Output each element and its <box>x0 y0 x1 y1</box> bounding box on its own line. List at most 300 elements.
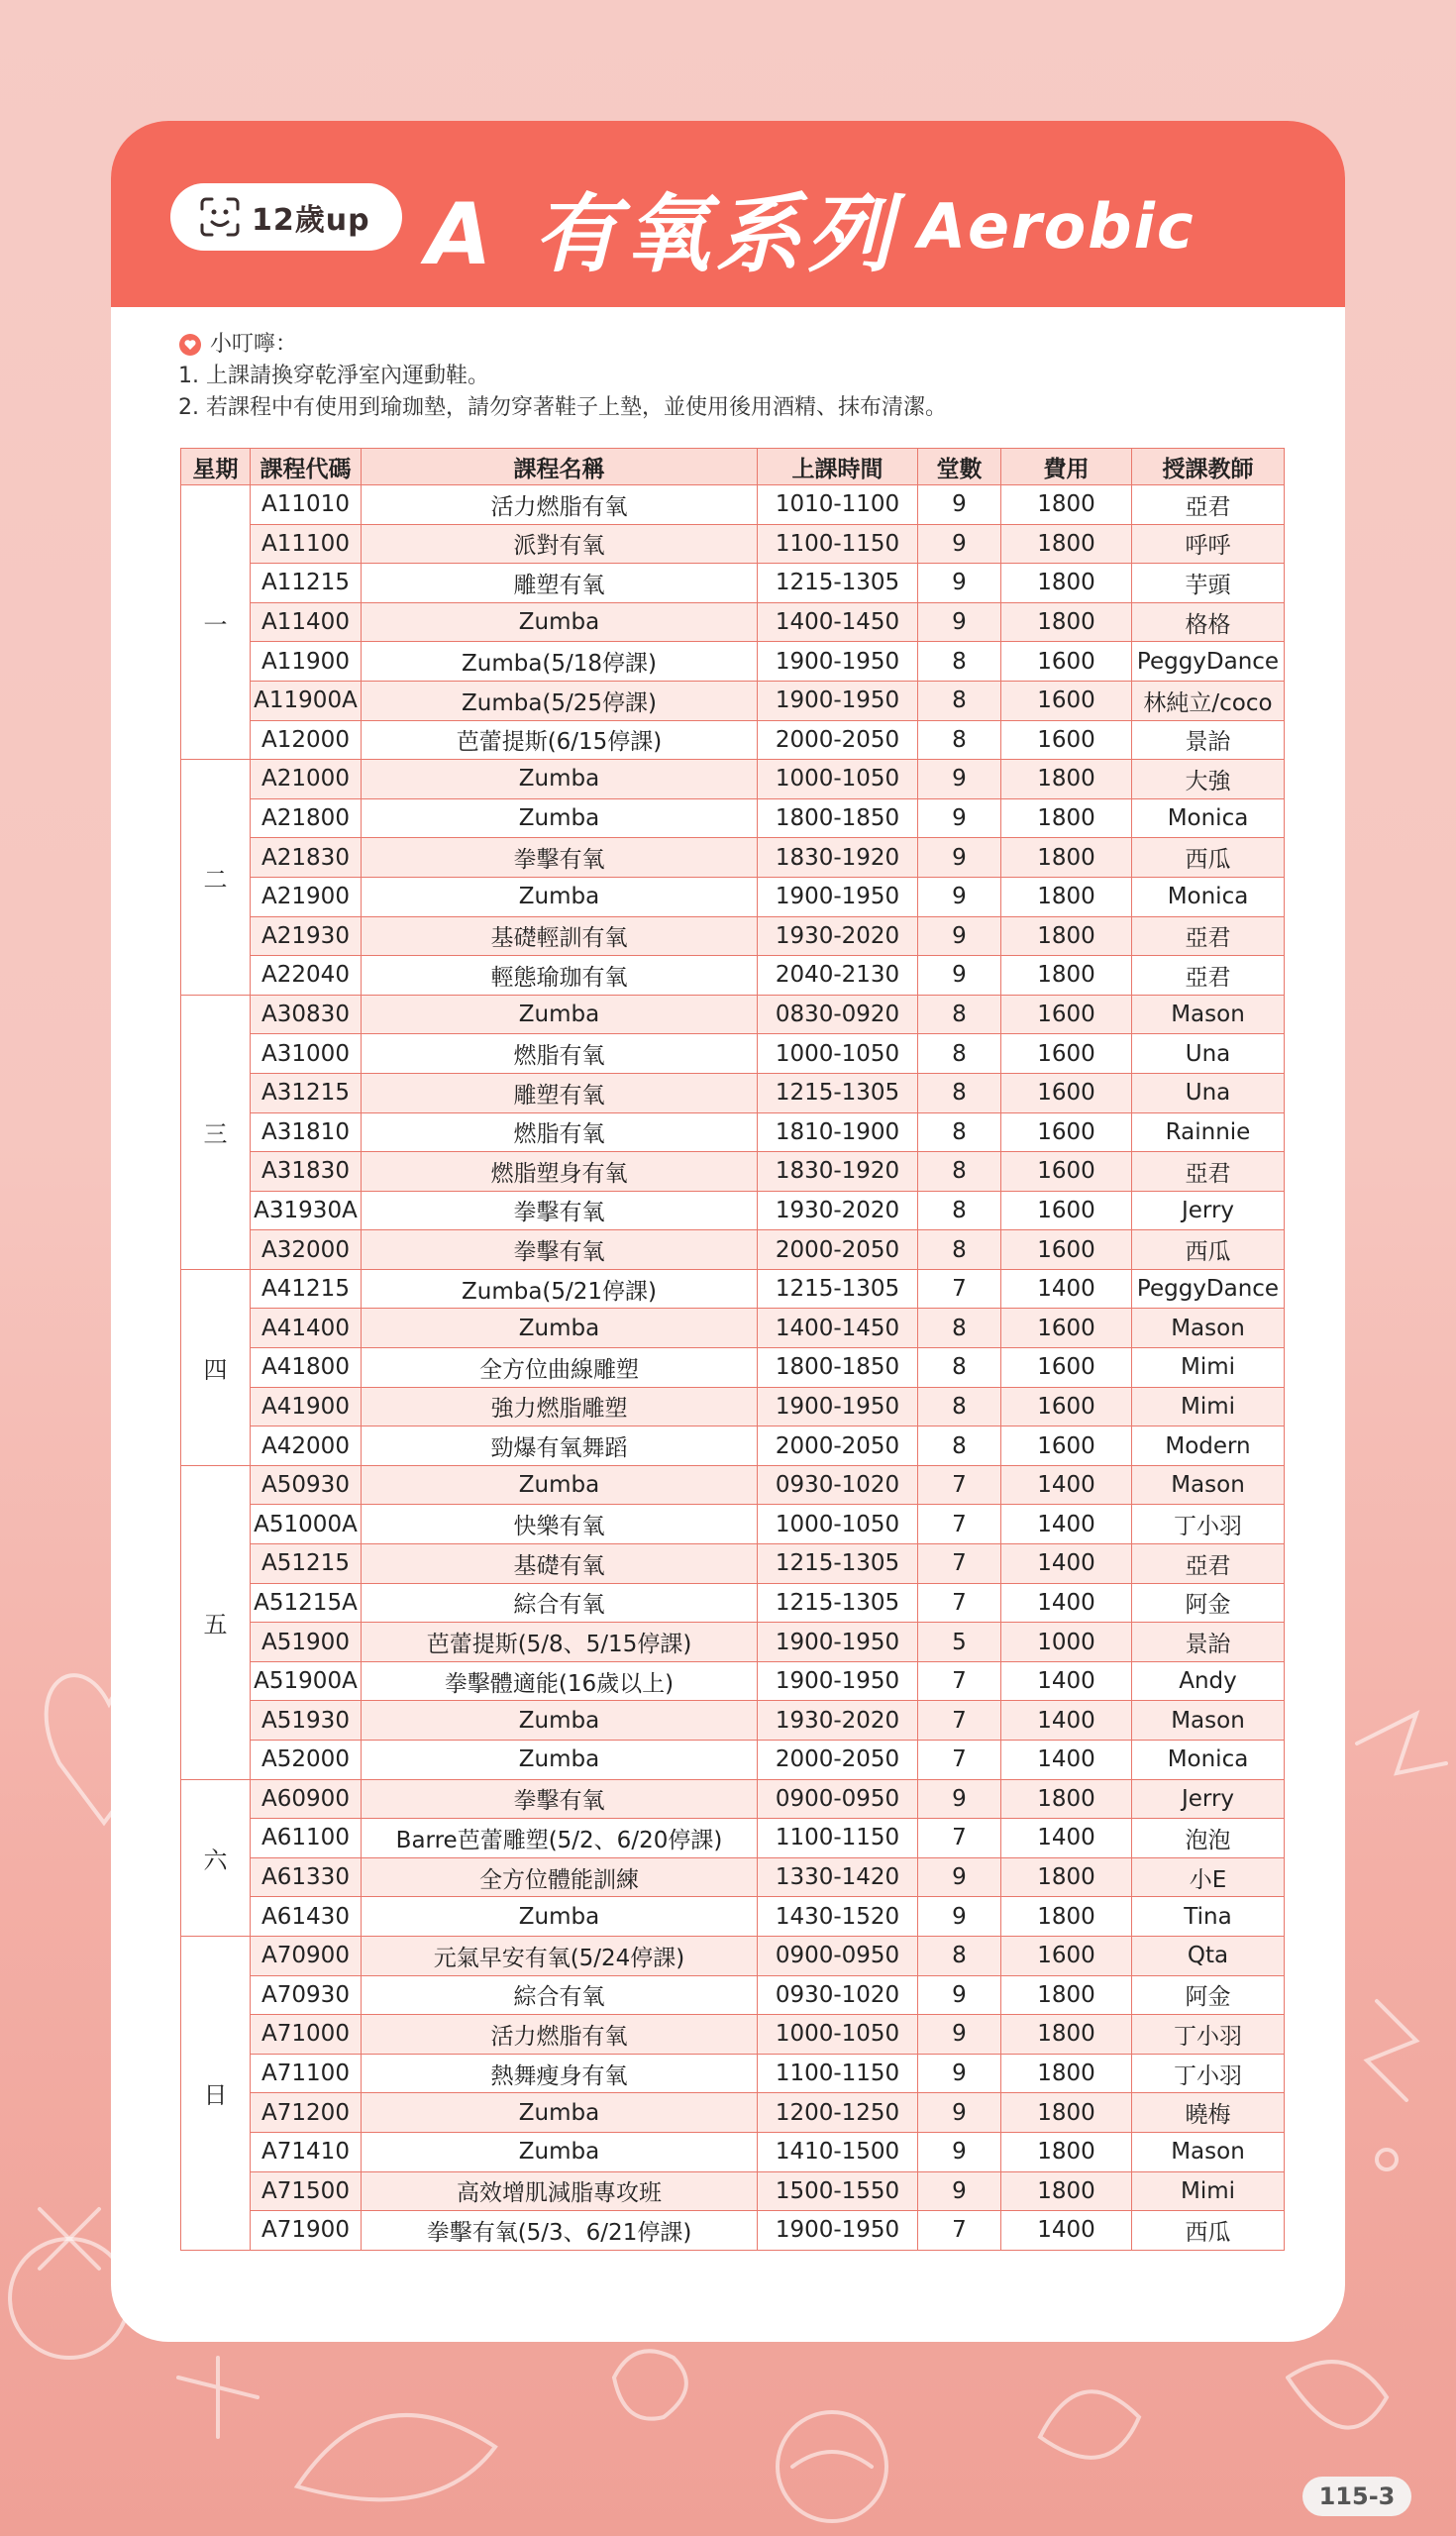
fee-cell: 1400 <box>1001 1465 1132 1505</box>
teacher-cell: 曉梅 <box>1132 2093 1285 2133</box>
sessions-cell: 8 <box>918 1309 1001 1348</box>
course-code-cell: A31930A <box>251 1191 362 1230</box>
course-code-cell: A41800 <box>251 1348 362 1388</box>
table-row <box>181 1073 1285 1112</box>
weekday-cell: 六 <box>181 1779 251 1936</box>
sessions-cell: 9 <box>918 916 1001 956</box>
course-code-cell: A51000A <box>251 1505 362 1544</box>
course-code-cell: A70900 <box>251 1936 362 1975</box>
teacher-cell: Jerry <box>1132 1779 1285 1819</box>
fee-cell: 1400 <box>1001 1583 1132 1623</box>
table-row <box>181 1857 1285 1897</box>
card-header <box>111 121 1345 307</box>
fee-cell: 1800 <box>1001 956 1132 996</box>
course-name-cell: 芭蕾提斯(5/8、5/15停課) <box>362 1623 758 1662</box>
course-code-cell: A11100 <box>251 524 362 564</box>
teacher-cell: PeggyDance <box>1132 642 1285 682</box>
course-name-cell: 芭蕾提斯(6/15停課) <box>362 720 758 760</box>
sessions-cell: 9 <box>918 524 1001 564</box>
course-code-cell: A50930 <box>251 1465 362 1505</box>
time-cell: 1330-1420 <box>758 1857 918 1897</box>
course-code-cell: A41215 <box>251 1269 362 1309</box>
course-name-cell: 雕塑有氧 <box>362 564 758 603</box>
column-header: 課程代碼 <box>251 449 362 485</box>
table-row <box>181 1936 1285 1975</box>
fee-cell: 1600 <box>1001 1936 1132 1975</box>
course-code-cell: A70930 <box>251 1975 362 2015</box>
table-row <box>181 877 1285 916</box>
course-code-cell: A21000 <box>251 760 362 799</box>
course-code-cell: A71000 <box>251 2015 362 2055</box>
sessions-cell: 9 <box>918 838 1001 878</box>
teacher-cell: Una <box>1132 1073 1285 1112</box>
course-code-cell: A21900 <box>251 877 362 916</box>
fee-cell: 1800 <box>1001 564 1132 603</box>
teacher-cell: 西瓜 <box>1132 2211 1285 2251</box>
fee-cell: 1800 <box>1001 1897 1132 1937</box>
table-row <box>181 1975 1285 2015</box>
table-row <box>181 1269 1285 1309</box>
time-cell: 1000-1050 <box>758 1034 918 1074</box>
sessions-cell: 9 <box>918 760 1001 799</box>
time-cell: 1000-1050 <box>758 2015 918 2055</box>
course-name-cell: 基礎輕訓有氧 <box>362 916 758 956</box>
teacher-cell: 亞君 <box>1132 916 1285 956</box>
teacher-cell: 泡泡 <box>1132 1819 1285 1858</box>
teacher-cell: 丁小羽 <box>1132 2054 1285 2093</box>
table-row <box>181 1661 1285 1701</box>
teacher-cell: Mason <box>1132 1465 1285 1505</box>
time-cell: 1215-1305 <box>758 1269 918 1309</box>
course-name-cell: 拳擊有氧 <box>362 1230 758 1270</box>
table-row <box>181 1309 1285 1348</box>
teacher-cell: 亞君 <box>1132 956 1285 996</box>
sessions-cell: 9 <box>918 2132 1001 2171</box>
sessions-cell: 7 <box>918 1701 1001 1741</box>
table-row <box>181 1426 1285 1466</box>
column-header: 上課時間 <box>758 449 918 485</box>
time-cell: 2000-2050 <box>758 1230 918 1270</box>
course-name-cell: 綜合有氧 <box>362 1975 758 2015</box>
course-code-cell: A31215 <box>251 1073 362 1112</box>
teacher-cell: 呼呼 <box>1132 524 1285 564</box>
table-row <box>181 564 1285 603</box>
course-code-cell: A42000 <box>251 1426 362 1466</box>
table-row <box>181 1034 1285 1074</box>
time-cell: 1215-1305 <box>758 1544 918 1584</box>
weekday-cell: 三 <box>181 995 251 1269</box>
time-cell: 1215-1305 <box>758 564 918 603</box>
course-code-cell: A51930 <box>251 1701 362 1741</box>
fee-cell: 1400 <box>1001 1269 1132 1309</box>
table-row <box>181 798 1285 838</box>
sessions-cell: 9 <box>918 2093 1001 2133</box>
course-name-cell: 拳擊體適能(16歲以上) <box>362 1661 758 1701</box>
time-cell: 1900-1950 <box>758 681 918 720</box>
fee-cell: 1600 <box>1001 720 1132 760</box>
face-scan-icon <box>198 195 242 239</box>
teacher-cell: Modern <box>1132 1426 1285 1466</box>
time-cell: 0900-0950 <box>758 1779 918 1819</box>
table-row <box>181 1112 1285 1152</box>
table-row <box>181 1897 1285 1937</box>
course-name-cell: Zumba <box>362 2093 758 2133</box>
time-cell: 1900-1950 <box>758 1661 918 1701</box>
teacher-cell: Jerry <box>1132 1191 1285 1230</box>
table-row <box>181 2171 1285 2211</box>
time-cell: 1000-1050 <box>758 1505 918 1544</box>
sessions-cell: 8 <box>918 681 1001 720</box>
course-name-cell: Zumba <box>362 1465 758 1505</box>
page-title: A 有氧系列 <box>426 185 898 284</box>
age-badge <box>170 183 402 251</box>
course-name-cell: 拳擊有氧 <box>362 1191 758 1230</box>
weekday-cell: 四 <box>181 1269 251 1465</box>
teacher-cell: Andy <box>1132 1661 1285 1701</box>
sessions-cell: 9 <box>918 2171 1001 2211</box>
course-name-cell: 拳擊有氧(5/3、6/21停課) <box>362 2211 758 2251</box>
time-cell: 1810-1900 <box>758 1112 918 1152</box>
course-name-cell: 燃脂有氧 <box>362 1034 758 1074</box>
course-code-cell: A41900 <box>251 1387 362 1426</box>
time-cell: 2040-2130 <box>758 956 918 996</box>
table-row <box>181 681 1285 720</box>
table-row <box>181 1544 1285 1584</box>
table-row <box>181 1465 1285 1505</box>
fee-cell: 1600 <box>1001 995 1132 1034</box>
course-name-cell: 勁爆有氧舞蹈 <box>362 1426 758 1466</box>
course-name-cell: 全方位體能訓練 <box>362 1857 758 1897</box>
fee-cell: 1400 <box>1001 1741 1132 1780</box>
fee-cell: 1600 <box>1001 1073 1132 1112</box>
table-row <box>181 2132 1285 2171</box>
time-cell: 0930-1020 <box>758 1975 918 2015</box>
table-row <box>181 2093 1285 2133</box>
sessions-cell: 9 <box>918 602 1001 642</box>
fee-cell: 1600 <box>1001 1387 1132 1426</box>
fee-cell: 1800 <box>1001 1779 1132 1819</box>
fee-cell: 1600 <box>1001 1426 1132 1466</box>
course-name-cell: 活力燃脂有氧 <box>362 2015 758 2055</box>
fee-cell: 1600 <box>1001 1309 1132 1348</box>
time-cell: 1400-1450 <box>758 602 918 642</box>
teacher-cell: Mason <box>1132 995 1285 1034</box>
time-cell: 2000-2050 <box>758 720 918 760</box>
fee-cell: 1800 <box>1001 1857 1132 1897</box>
fee-cell: 1600 <box>1001 681 1132 720</box>
sessions-cell: 8 <box>918 1426 1001 1466</box>
time-cell: 1900-1950 <box>758 1387 918 1426</box>
fee-cell: 1400 <box>1001 2211 1132 2251</box>
teacher-cell: Monica <box>1132 877 1285 916</box>
course-name-cell: 熱舞瘦身有氧 <box>362 2054 758 2093</box>
sessions-cell: 7 <box>918 1544 1001 1584</box>
notice-line-2: 2. 若課程中有使用到瑜珈墊，請勿穿著鞋子上墊，並使用後用酒精、抹布清潔。 <box>178 395 947 420</box>
time-cell: 1100-1150 <box>758 524 918 564</box>
sessions-cell: 9 <box>918 1975 1001 2015</box>
table-row <box>181 2211 1285 2251</box>
course-code-cell: A61330 <box>251 1857 362 1897</box>
weekday-cell: 一 <box>181 485 251 760</box>
course-name-cell: 強力燃脂雕塑 <box>362 1387 758 1426</box>
course-code-cell: A32000 <box>251 1230 362 1270</box>
schedule-card <box>111 121 1345 2342</box>
teacher-cell: Monica <box>1132 1741 1285 1780</box>
time-cell: 1215-1305 <box>758 1583 918 1623</box>
fee-cell: 1800 <box>1001 1975 1132 2015</box>
fee-cell: 1800 <box>1001 2171 1132 2211</box>
course-code-cell: A22040 <box>251 956 362 996</box>
course-code-cell: A31810 <box>251 1112 362 1152</box>
fee-cell: 1400 <box>1001 1505 1132 1544</box>
course-name-cell: 燃脂塑身有氧 <box>362 1152 758 1192</box>
course-code-cell: A52000 <box>251 1741 362 1780</box>
time-cell: 1900-1950 <box>758 642 918 682</box>
time-cell: 0830-0920 <box>758 995 918 1034</box>
notice-title: 小叮嚀： <box>210 332 298 357</box>
fee-cell: 1800 <box>1001 602 1132 642</box>
time-cell: 1830-1920 <box>758 838 918 878</box>
sessions-cell: 8 <box>918 1191 1001 1230</box>
table-row <box>181 485 1285 525</box>
fee-cell: 1800 <box>1001 2015 1132 2055</box>
course-name-cell: Zumba(5/25停課) <box>362 681 758 720</box>
table-row <box>181 838 1285 878</box>
fee-cell: 1600 <box>1001 642 1132 682</box>
sessions-cell: 5 <box>918 1623 1001 1662</box>
sessions-cell: 7 <box>918 1465 1001 1505</box>
fee-cell: 1400 <box>1001 1701 1132 1741</box>
sessions-cell: 9 <box>918 877 1001 916</box>
column-header: 堂數 <box>918 449 1001 485</box>
sessions-cell: 8 <box>918 1034 1001 1074</box>
teacher-cell: 小E <box>1132 1857 1285 1897</box>
time-cell: 1500-1550 <box>758 2171 918 2211</box>
fee-cell: 1800 <box>1001 2093 1132 2133</box>
course-name-cell: Zumba <box>362 760 758 799</box>
sessions-cell: 7 <box>918 2211 1001 2251</box>
time-cell: 1215-1305 <box>758 1073 918 1112</box>
table-row <box>181 1230 1285 1270</box>
fee-cell: 1600 <box>1001 1152 1132 1192</box>
fee-cell: 1800 <box>1001 838 1132 878</box>
sessions-cell: 9 <box>918 485 1001 525</box>
time-cell: 1830-1920 <box>758 1152 918 1192</box>
fee-cell: 1400 <box>1001 1661 1132 1701</box>
course-name-cell: Zumba <box>362 877 758 916</box>
table-row <box>181 1701 1285 1741</box>
sessions-cell: 7 <box>918 1661 1001 1701</box>
teacher-cell: Monica <box>1132 798 1285 838</box>
course-name-cell: Zumba(5/21停課) <box>362 1269 758 1309</box>
time-cell: 1410-1500 <box>758 2132 918 2171</box>
sessions-cell: 7 <box>918 1819 1001 1858</box>
course-name-cell: Zumba <box>362 1741 758 1780</box>
teacher-cell: Rainnie <box>1132 1112 1285 1152</box>
fee-cell: 1800 <box>1001 877 1132 916</box>
course-code-cell: A11400 <box>251 602 362 642</box>
table-row <box>181 1191 1285 1230</box>
teacher-cell: Tina <box>1132 1897 1285 1937</box>
time-cell: 1900-1950 <box>758 2211 918 2251</box>
fee-cell: 1000 <box>1001 1623 1132 1662</box>
sessions-cell: 9 <box>918 1897 1001 1937</box>
column-header: 費用 <box>1001 449 1132 485</box>
course-name-cell: 雕塑有氧 <box>362 1073 758 1112</box>
table-row <box>181 1387 1285 1426</box>
sessions-cell: 8 <box>918 1112 1001 1152</box>
course-code-cell: A31000 <box>251 1034 362 1074</box>
course-name-cell: 全方位曲線雕塑 <box>362 1348 758 1388</box>
sessions-cell: 9 <box>918 956 1001 996</box>
course-code-cell: A30830 <box>251 995 362 1034</box>
teacher-cell: 格格 <box>1132 602 1285 642</box>
time-cell: 0900-0950 <box>758 1936 918 1975</box>
table-row <box>181 720 1285 760</box>
time-cell: 1900-1950 <box>758 877 918 916</box>
time-cell: 1010-1100 <box>758 485 918 525</box>
table-row <box>181 1583 1285 1623</box>
course-code-cell: A71100 <box>251 2054 362 2093</box>
time-cell: 1930-2020 <box>758 1191 918 1230</box>
teacher-cell: Mason <box>1132 1309 1285 1348</box>
sessions-cell: 8 <box>918 642 1001 682</box>
teacher-cell: Una <box>1132 1034 1285 1074</box>
fee-cell: 1600 <box>1001 1034 1132 1074</box>
table-row <box>181 2015 1285 2055</box>
course-name-cell: Zumba <box>362 1701 758 1741</box>
fee-cell: 1800 <box>1001 798 1132 838</box>
course-code-cell: A51215 <box>251 1544 362 1584</box>
teacher-cell: Mimi <box>1132 1387 1285 1426</box>
sessions-cell: 9 <box>918 798 1001 838</box>
sessions-cell: 8 <box>918 1152 1001 1192</box>
fee-cell: 1400 <box>1001 1819 1132 1858</box>
table-row <box>181 995 1285 1034</box>
course-code-cell: A41400 <box>251 1309 362 1348</box>
sessions-cell: 8 <box>918 995 1001 1034</box>
sessions-cell: 9 <box>918 2054 1001 2093</box>
course-name-cell: 綜合有氧 <box>362 1583 758 1623</box>
course-name-cell: 燃脂有氧 <box>362 1112 758 1152</box>
notice-line-1: 1. 上課請換穿乾淨室內運動鞋。 <box>178 364 489 388</box>
teacher-cell: 阿金 <box>1132 1975 1285 2015</box>
teacher-cell: 亞君 <box>1132 485 1285 525</box>
course-name-cell: 活力燃脂有氧 <box>362 485 758 525</box>
age-badge-text: 12歲up <box>252 203 370 238</box>
teacher-cell: Mason <box>1132 1701 1285 1741</box>
table-row <box>181 642 1285 682</box>
course-code-cell: A12000 <box>251 720 362 760</box>
time-cell: 1000-1050 <box>758 760 918 799</box>
fee-cell: 1800 <box>1001 760 1132 799</box>
sessions-cell: 8 <box>918 1230 1001 1270</box>
teacher-cell: 丁小羽 <box>1132 1505 1285 1544</box>
weekday-cell: 五 <box>181 1465 251 1779</box>
course-table <box>180 448 1285 2251</box>
teacher-cell: 西瓜 <box>1132 838 1285 878</box>
fee-cell: 1800 <box>1001 485 1132 525</box>
course-code-cell: A71200 <box>251 2093 362 2133</box>
course-name-cell: Zumba(5/18停課) <box>362 642 758 682</box>
teacher-cell: Mimi <box>1132 2171 1285 2211</box>
course-name-cell: Zumba <box>362 602 758 642</box>
fee-cell: 1400 <box>1001 1544 1132 1584</box>
table-row <box>181 1819 1285 1858</box>
time-cell: 2000-2050 <box>758 1741 918 1780</box>
course-name-cell: Zumba <box>362 798 758 838</box>
fee-cell: 1800 <box>1001 916 1132 956</box>
sessions-cell: 7 <box>918 1505 1001 1544</box>
teacher-cell: 西瓜 <box>1132 1230 1285 1270</box>
course-name-cell: Zumba <box>362 1309 758 1348</box>
table-row <box>181 524 1285 564</box>
teacher-cell: 芋頭 <box>1132 564 1285 603</box>
time-cell: 1200-1250 <box>758 2093 918 2133</box>
course-name-cell: Barre芭蕾雕塑(5/2、6/20停課) <box>362 1819 758 1858</box>
time-cell: 1800-1850 <box>758 1348 918 1388</box>
table-header-row <box>181 449 1285 485</box>
course-code-cell: A61430 <box>251 1897 362 1937</box>
page-title-en: Aerobic <box>918 190 1196 263</box>
course-code-cell: A21930 <box>251 916 362 956</box>
teacher-cell: Qta <box>1132 1936 1285 1975</box>
course-name-cell: 快樂有氧 <box>362 1505 758 1544</box>
table-body <box>181 485 1285 2251</box>
fee-cell: 1800 <box>1001 524 1132 564</box>
sessions-cell: 8 <box>918 720 1001 760</box>
course-name-cell: 拳擊有氧 <box>362 838 758 878</box>
course-code-cell: A60900 <box>251 1779 362 1819</box>
teacher-cell: 大強 <box>1132 760 1285 799</box>
time-cell: 0930-1020 <box>758 1465 918 1505</box>
table-row <box>181 1741 1285 1780</box>
notice-block <box>178 329 947 424</box>
teacher-cell: Mimi <box>1132 1348 1285 1388</box>
time-cell: 1430-1520 <box>758 1897 918 1937</box>
course-name-cell: 基礎有氧 <box>362 1544 758 1584</box>
fee-cell: 1600 <box>1001 1191 1132 1230</box>
teacher-cell: Mason <box>1132 2132 1285 2171</box>
sessions-cell: 9 <box>918 1857 1001 1897</box>
heart-icon <box>178 333 202 357</box>
time-cell: 1800-1850 <box>758 798 918 838</box>
table-row <box>181 916 1285 956</box>
course-code-cell: A11900 <box>251 642 362 682</box>
time-cell: 2000-2050 <box>758 1426 918 1466</box>
weekday-cell: 二 <box>181 760 251 996</box>
course-code-cell: A51900A <box>251 1661 362 1701</box>
table-row <box>181 956 1285 996</box>
table-row <box>181 1505 1285 1544</box>
course-name-cell: 高效增肌減脂專攻班 <box>362 2171 758 2211</box>
page-number: 115-3 <box>1302 2477 1411 2516</box>
course-name-cell: Zumba <box>362 2132 758 2171</box>
teacher-cell: PeggyDance <box>1132 1269 1285 1309</box>
time-cell: 1400-1450 <box>758 1309 918 1348</box>
course-code-cell: A61100 <box>251 1819 362 1858</box>
fee-cell: 1800 <box>1001 2132 1132 2171</box>
time-cell: 1100-1150 <box>758 1819 918 1858</box>
table-row <box>181 1623 1285 1662</box>
course-name-cell: 元氣早安有氧(5/24停課) <box>362 1936 758 1975</box>
time-cell: 1100-1150 <box>758 2054 918 2093</box>
teacher-cell: 景詒 <box>1132 1623 1285 1662</box>
teacher-cell: 亞君 <box>1132 1544 1285 1584</box>
teacher-cell: 阿金 <box>1132 1583 1285 1623</box>
time-cell: 1900-1950 <box>758 1623 918 1662</box>
table-row <box>181 1152 1285 1192</box>
